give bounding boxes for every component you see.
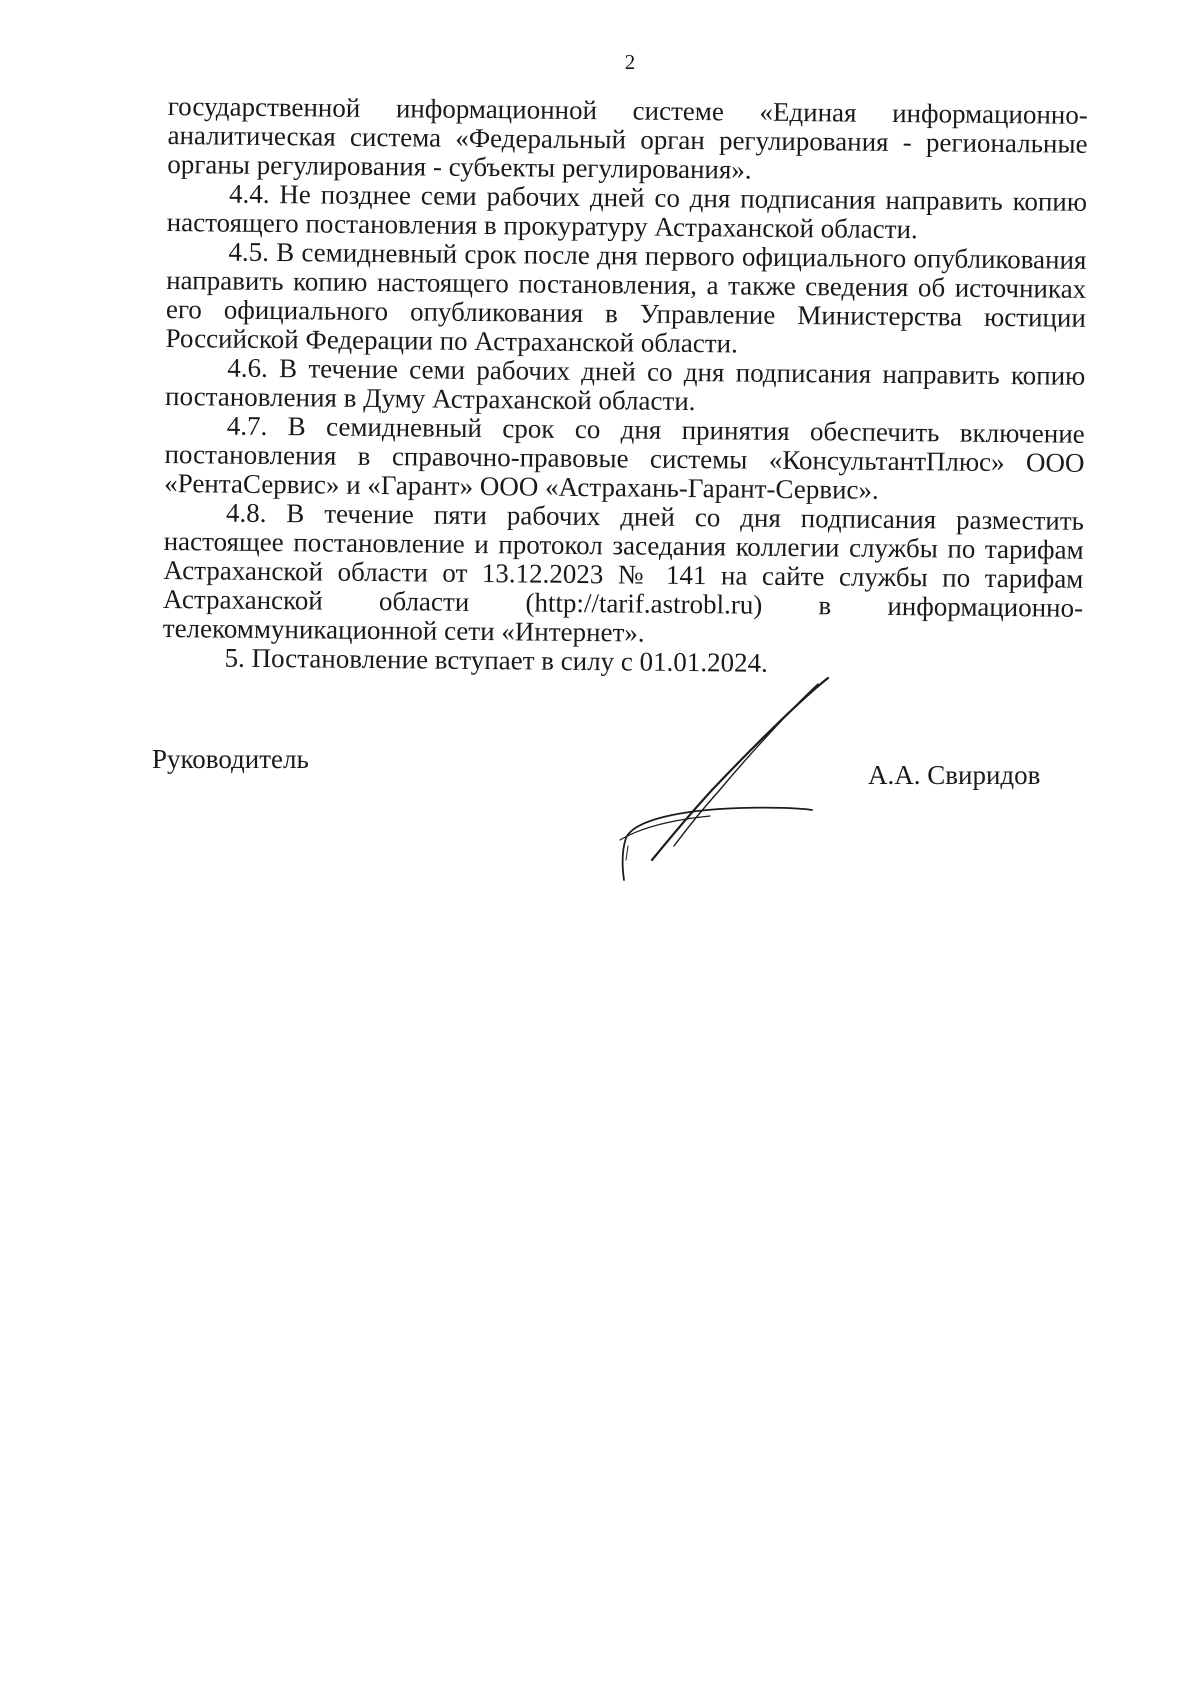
paragraph-4-7: 4.7. В семидневный срок со дня принятия обеспечить включение постановления в справочно-правовые системы «КонсультантПлюс» ООО «РентаСервис» и «Гарант» ООО «Астрахань-Гарант-Сервис». (164, 410, 1085, 505)
paragraph-4-4: 4.4. Не позднее семи рабочих дней со дня подписания направить копию настоящего постановления в прокуратуру Астраханской области. (166, 178, 1088, 245)
paragraph-5: 5. Постановление вступает в силу с 01.01.2024. (224, 642, 769, 678)
paragraph-continuation: государственной информационной системе «Единая информационно-аналитическая система «Федеральный орган регулирования - региональные органы регулирования - субъекты регулирования». (167, 91, 1088, 185)
paragraph-4-6: 4.6. В течение семи рабочих дней со дня подписания направить копию постановления в Думу Астраханской области. (164, 352, 1086, 417)
handwritten-signature (600, 670, 840, 890)
signatory-title: Руководитель (152, 744, 309, 774)
page-number: 2 (624, 50, 636, 74)
document-body (162, 92, 1088, 681)
signatory-name: А.А. Свиридов (868, 760, 1041, 790)
paragraph-4-5: 4.5. В семидневный срок после дня первого официального опубликования направить копию настоящего постановления, а также сведения об источниках его официального опубликования в Управление Министерства юстиции Российской Федерации по Астраханской области. (165, 236, 1087, 359)
paragraph-4-8: 4.8. В течение пяти рабочих дней со дня подписания разместить настоящее постановление и протокол заседания коллегии службы по тарифам Астраханской области от 13.12.2023 № 141 на сайте службы по тарифам Астраханской области (http://tarif.astrobl.ru) в информационно-телекоммуникационной сети «Интернет». (162, 497, 1085, 648)
